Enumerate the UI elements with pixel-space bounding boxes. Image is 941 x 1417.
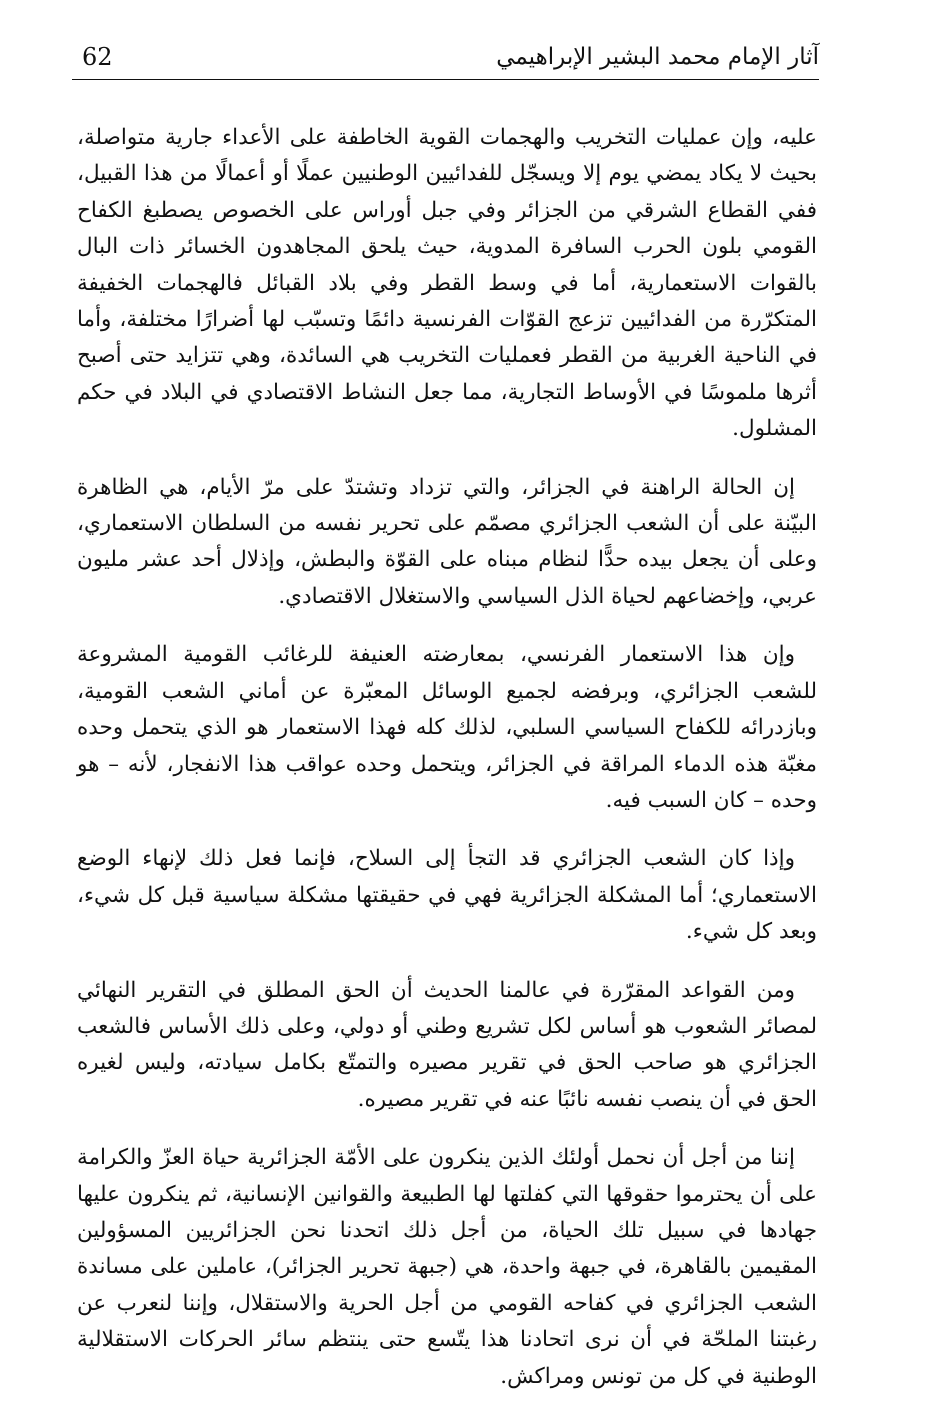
running-title: آثار الإمام محمد البشير الإبراهيمي: [496, 44, 819, 70]
paragraph: وإذا كان الشعب الجزائري قد التجأ إلى السلاح، فإنما فعل ذلك لإنهاء الوضع الاستعماري؛ أما المشكلة الجزائرية فهي في حقيقتها مشكلة سياسية قبل كل شيء، وبعد كل شيء.: [77, 846, 817, 945]
page-number: 62: [82, 43, 113, 71]
paragraph: إننا من أجل أن نحمل أولئك الذين ينكرون على الأمّة الجزائرية حياة العزّ والكرامة على أن يحترموا حقوقها التي كفلتها لها الطبيعة والقوانين الإنسانية، ثم ينكرون عليها جهادها في سبيل تلك الحياة، من أجل ذلك اتحدنا نحن الجزائريين المسؤولين المقيمين بالقاهرة، في جبهة واحدة، هي (جبهة تحرير الجزائر)، عاملين على مساندة الشعب الجزائري في كفاحه القومي من أجل الحرية والاستقلال، وإننا لنعرب عن رغبتنا الملحّة في أن نرى اتحادنا هذا يتّسع حتى ينتظم سائر الحركات الاستقلالية الوطنية في كل من تونس ومراكش.: [77, 1145, 817, 1389]
paragraph: وإن هذا الاستعمار الفرنسي، بمعارضته العنيفة للرغائب القومية المشروعة للشعب الجزائري، وبرفضه لجميع الوسائل المعبّرة عن أماني الشعب القومية، وبازدرائه للكفاح السياسي السلبي، لذلك كله فهذا الاستعمار هو الذي يتحمل وحده مغبّة هذه الدماء المراقة في الجزائر، ويتحمل وحده عواقب هذا الانفجار، لأنه – هو وحده – كان السبب فيه.: [77, 642, 817, 813]
header-rule: [72, 79, 819, 80]
running-head: [72, 40, 819, 80]
paragraph: ومن القواعد المقرّرة في عالمنا الحديث أن الحق المطلق في التقرير النهائي لمصائر الشعوب هو أساس لكل تشريع وطني أو دولي، وعلى ذلك الأساس فالشعب الجزائري هو صاحب الحق في تقرير مصيره والتمتّع بكامل سيادته، وليس لغيره الحق في أن ينصب نفسه نائبًا عنه في تقرير مصيره.: [77, 977, 817, 1112]
paragraph: إن الحالة الراهنة في الجزائر، والتي تزداد وتشتدّ على مرّ الأيام، هي الظاهرة البيّنة على أن الشعب الجزائري مصمّم على تحرير نفسه من السلطان الاستعماري، وعلى أن يجعل بيده حدًّا لنظام مبناه على القوّة والبطش، وإذلال أحد عشر مليون عربي، وإخضاعهم لحياة الذل السياسي والاستغلال الاقتصادي.: [77, 474, 817, 609]
body-text: [77, 120, 817, 1417]
paragraph: عليه، وإن عمليات التخريب والهجمات القوية الخاطفة على الأعداء جارية متواصلة، بحيث لا يكاد يمضي يوم إلا ويسجّل للفدائيين الوطنيين عملًا أو أعمالًا من هذا القبيل، ففي القطاع الشرقي من الجزائر وفي جبل أوراس على الخصوص يصطبغ الكفاح القومي بلون الحرب السافرة المدوية، حيث يلحق المجاهدون الخسائر ذات البال بالقوات الاستعمارية، أما في وسط القطر وفي بلاد القبائل فالهجمات الخفيفة المتكرّرة من الفدائيين تزعج القوّات الفرنسية دائمًا وتسبّب لها أضرارًا مختلفة، وأما في الناحية الغربية من القطر فعمليات التخريب هي السائدة، وهي تتزايد حتى أصبح أثرها ملموسًا في الأوساط التجارية، مما جعل النشاط الاقتصادي في البلاد في حكم المشلول.: [77, 125, 817, 442]
